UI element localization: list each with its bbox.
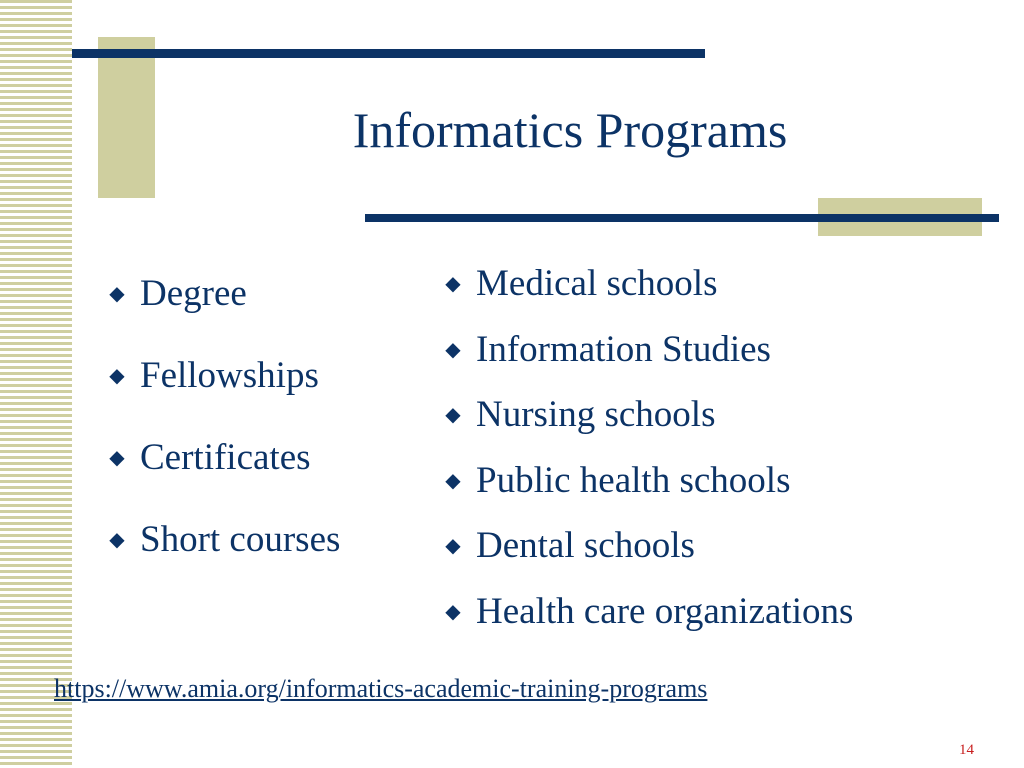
left-bullet-list xyxy=(104,268,340,596)
list-item-label: Health care organizations xyxy=(476,590,854,632)
diamond-bullet-icon: ◆ xyxy=(445,273,461,295)
accent-line-right xyxy=(365,214,999,222)
list-item-label: Nursing schools xyxy=(476,394,716,435)
accent-line-top xyxy=(72,49,705,58)
list-item xyxy=(104,268,340,350)
right-bullet-list xyxy=(440,258,853,651)
list-item xyxy=(440,324,853,390)
list-item xyxy=(104,350,340,432)
list-item xyxy=(440,455,853,521)
accent-block-top xyxy=(98,37,155,198)
list-item-label: Dental schools xyxy=(476,525,695,566)
page-number: 14 xyxy=(959,742,974,758)
list-item xyxy=(440,258,853,324)
diamond-bullet-icon: ◆ xyxy=(445,600,461,623)
diamond-bullet-icon: ◆ xyxy=(109,447,125,469)
diamond-bullet-icon: ◆ xyxy=(109,283,125,305)
diamond-bullet-icon: ◆ xyxy=(445,404,461,426)
diamond-bullet-icon: ◆ xyxy=(109,529,125,551)
list-item xyxy=(440,389,853,455)
slide-title: Informatics Programs xyxy=(352,102,788,158)
list-item-label: Short courses xyxy=(140,519,341,560)
diamond-bullet-icon: ◆ xyxy=(109,365,125,387)
diamond-bullet-icon: ◆ xyxy=(445,469,461,492)
list-item-label: Certificates xyxy=(140,437,311,478)
diamond-bullet-icon: ◆ xyxy=(445,535,461,557)
list-item-label: Information Studies xyxy=(476,328,771,370)
diamond-bullet-icon: ◆ xyxy=(445,338,461,361)
list-item-label: Medical schools xyxy=(476,263,718,304)
amia-programs-link[interactable]: https://www.amia.org/informatics-academic-training-programs xyxy=(54,674,708,703)
striped-border-decoration xyxy=(0,0,72,768)
list-item-label: Fellowships xyxy=(140,355,319,396)
list-item xyxy=(104,514,340,596)
list-item xyxy=(104,432,340,514)
list-item-label: Public health schools xyxy=(476,459,791,501)
list-item xyxy=(440,586,853,652)
list-item xyxy=(440,520,853,586)
list-item-label: Degree xyxy=(140,273,247,314)
